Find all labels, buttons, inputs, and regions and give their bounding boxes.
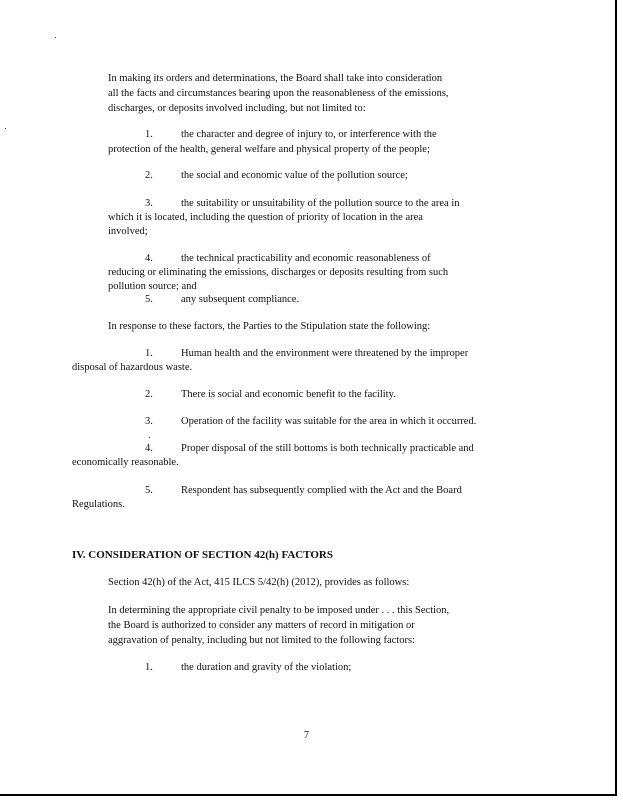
response-number: 2. (145, 389, 153, 400)
factor-line: any subsequent compliance. (181, 294, 300, 305)
factor-line: reducing or eliminating the emissions, discharges or deposits resulting from such (108, 267, 449, 278)
factor-line: the social and economic value of the pollution source; (181, 170, 408, 181)
factor-number: 1. (145, 129, 153, 140)
section-heading: IV. CONSIDERATION OF SECTION 42(h) FACTORS (72, 549, 333, 561)
factor-line: which it is located, including the question of priority of location in the area (108, 212, 423, 223)
factor-number: 3. (145, 198, 153, 209)
response-line: Respondent has subsequently complied with the Act and the Board (181, 485, 462, 496)
response-number: 4. (145, 443, 153, 454)
section-intro: Section 42(h) of the Act, 415 ILCS 5/42(h) (2012), provides as follows: (108, 577, 410, 588)
quote-line: the Board is authorized to consider any matters of record in mitigation or (108, 620, 415, 631)
intro-line: discharges, or deposits involved including, but not limited to: (108, 103, 366, 114)
response-line: Regulations. (72, 499, 125, 510)
factor-line: the suitability or unsuitability of the pollution source to the area in (181, 198, 460, 209)
factor-number: 2. (145, 170, 153, 181)
intro-line: all the facts and circumstances bearing upon the reasonableness of the emissions, (108, 88, 449, 99)
response-line: There is social and economic benefit to the facility. (181, 389, 396, 400)
factor-line: involved; (108, 226, 148, 237)
factor-line: pollution source; and (108, 281, 197, 292)
intro-line: In making its orders and determinations, the Board shall take into consideration (108, 73, 443, 84)
response-line: Human health and the environment were threatened by the improper (181, 348, 469, 359)
page-number: 7 (304, 730, 309, 741)
scan-speck (5, 128, 6, 129)
scan-speck (149, 437, 150, 438)
factor-number: 4. (145, 253, 153, 264)
response-line: Operation of the facility was suitable for the area in which it occurred. (181, 416, 477, 427)
quote-line: aggravation of penalty, including but not limited to the following factors: (108, 635, 415, 646)
factor-line: the technical practicability and economic reasonableness of (181, 253, 431, 264)
response-intro: In response to these factors, the Parties to the Stipulation state the following: (108, 321, 431, 332)
factor-line: protection of the health, general welfare and physical property of the people; (108, 144, 430, 155)
response-number: 5. (145, 485, 153, 496)
response-number: 1. (145, 348, 153, 359)
response-line: Proper disposal of the still bottoms is both technically practicable and (181, 443, 474, 454)
quote-line: In determining the appropriate civil penalty to be imposed under . . . this Section, (108, 605, 450, 616)
factor-line: the character and degree of injury to, or interference with the (181, 129, 437, 140)
penalty-factor-number: 1. (145, 662, 153, 673)
penalty-factor-line: the duration and gravity of the violation; (181, 662, 352, 673)
scan-speck (55, 37, 56, 38)
response-line: economically reasonable. (72, 457, 179, 468)
factor-number: 5. (145, 294, 153, 305)
response-number: 3. (145, 416, 153, 427)
response-line: disposal of hazardous waste. (72, 362, 193, 373)
